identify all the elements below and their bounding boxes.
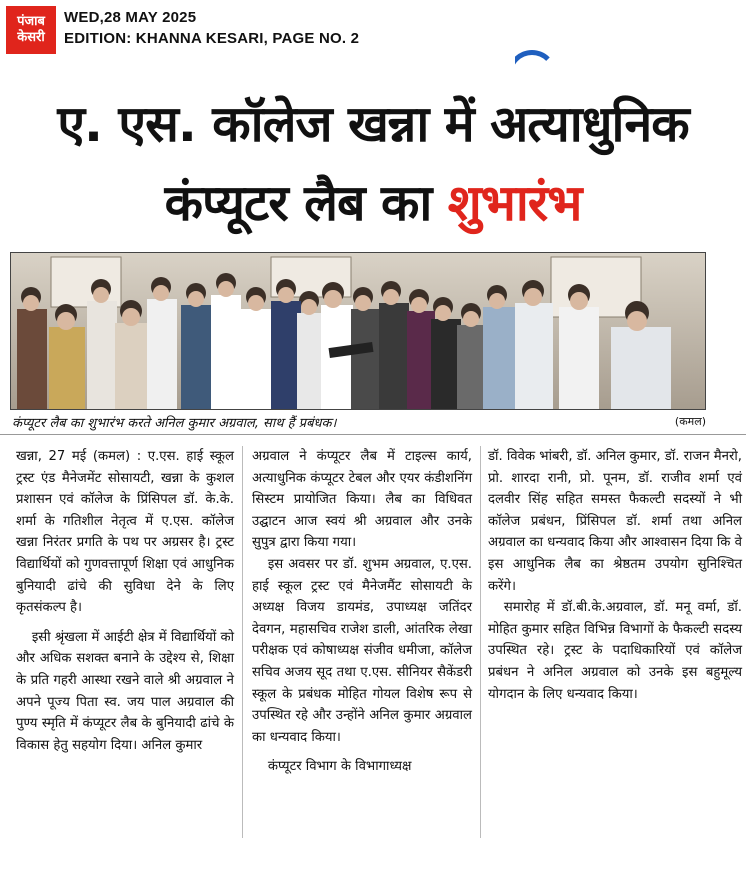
punjab-kesari-logo (6, 6, 56, 54)
photo-credit: (कमल) (674, 415, 706, 428)
column-divider (242, 446, 243, 838)
headline-line-2-main: कंप्यूटर लैब का (164, 174, 448, 232)
group-photo-image (11, 253, 705, 409)
article-paragraph: समारोह में डॉ.बी.के.अग्रवाल, डॉ. मनू वर्मा, डॉ. मोहित कुमार सहित विभिन्न विभागों के फैकल्टी सदस्य उपस्थित रहे। ट्रस्ट के पदाधिकारियों एवं कॉलेज प्रबंधन ने अनिल अग्रवाल को उनके इस बहुमूल्य योगदान के लिए धन्यवाद किया। (488, 600, 742, 702)
article-paragraph: अग्रवाल ने कंप्यूटर लैब में टाइल्स कार्य, अत्याधुनिक कंप्यूटर टेबल और एयर कंडीशनिंग सिस्टम प्रायोजित किया। लैब का विधिवत उद्घाटन आज स्वयं श्री अग्रवाल और उनके सुपुत्र द्वारा किया गया। (252, 449, 472, 551)
photo-caption: कंप्यूटर लैब का शुभारंभ करते अनिल कुमार अग्रवाल, साथ हैं प्रबंधक। (12, 416, 337, 431)
column-divider (480, 446, 481, 838)
masthead-fragment (515, 40, 746, 74)
edition-info: EDITION: KHANNA KESARI, PAGE NO. 2 (64, 30, 360, 47)
article-paragraph: डॉ. विवेक भांबरी, डॉ. अनिल कुमार, डॉ. राजन मैनरो, प्रो. शारदा रानी, प्रो. पूनम, डॉ. राजीव शर्मा एवं दलवीर सिंह सहित समस्त फैकल्टी सदस्यों ने भी कॉलेज प्रबंधन, प्रिंसिपल डॉ. शर्मा तथा अनिल अग्रवाल का धन्यवाद किया और आश्वासन दिया कि वे इस आधुनिक लैब का श्रेष्ठतम उपयोग सुनिश्चित करेंगे। (488, 449, 742, 594)
article-paragraph: इसी श्रृंखला में आईटी क्षेत्र में विद्यार्थियों को और अधिक सशक्त बनाने के उद्देश्य से, शिक्षा के प्रति गहरी आस्था रखने वाले श्री अग्रवाल ने अपने पूज्य पिता स्व. जय पाल अग्रवाल की पुण्य स्मृति में कंप्यूटर लैब के बुनियादी ढांचे के विकास हेतु सहयोग दिया। अनिल कुमार (16, 629, 234, 753)
article-paragraph: खन्ना, 27 मई (कमल) : ए.एस. हाई स्कूल ट्रस्ट एंड मैनेजमेंट सोसायटी, खन्ना के कुशल प्रशासन एवं कॉलेज के प्रिंसिपल डॉ. के.के. शर्मा के गतिशील नेतृत्व में ए.एस. कॉलेज खन्ना निरंतर प्रगति के पथ पर अग्रसर है। ट्रस्ट विद्यार्थियों को गुणवत्तापूर्ण शिक्षा एवं आधुनिक बुनियादी ढांचे की सुविधा देने के लिए कृतसंकल्प है। (16, 449, 234, 616)
masthead-arc-icon (515, 50, 557, 74)
article-paragraph: कंप्यूटर विभाग के विभागाध्यक्ष (267, 759, 412, 775)
news-photo (10, 252, 706, 410)
headline-line-1: ए. एस. कॉलेज खन्ना में अत्याधुनिक (57, 95, 689, 153)
article-column-3 (488, 446, 742, 705)
logo-line-1: पंजाब (17, 14, 45, 29)
article-column-2 (252, 446, 472, 778)
headline-line-2 (0, 168, 746, 238)
article-paragraph: इस अवसर पर डॉ. शुभम अग्रवाल, ए.एस. हाई स्कूल ट्रस्ट एवं मैनेजमैंट सोसायटी के अध्यक्ष विजय डायमंड, उपाध्यक्ष जतिंदर देवगन, महासचिव राजेश डाली, आंतरिक लेखा परीक्षक एवं कोषाध्यक्ष संजीव धमीजा, कॉलेज सचिव अजय सूद तथा ए.एस. सीनियर सैकेंडरी स्कूल के प्रबंधक मोहित गोयल विशेष रूप से उपस्थित रहे और उन्होंने अनिल कुमार अग्रवाल का धन्यवाद किया। (252, 556, 472, 745)
logo-line-2: केसरी (17, 30, 45, 45)
headline-highlight: शुभारंभ (447, 174, 582, 232)
edition-date: WED,28 MAY 2025 (64, 9, 197, 26)
article-column-1 (16, 446, 234, 756)
caption-divider (0, 434, 746, 435)
